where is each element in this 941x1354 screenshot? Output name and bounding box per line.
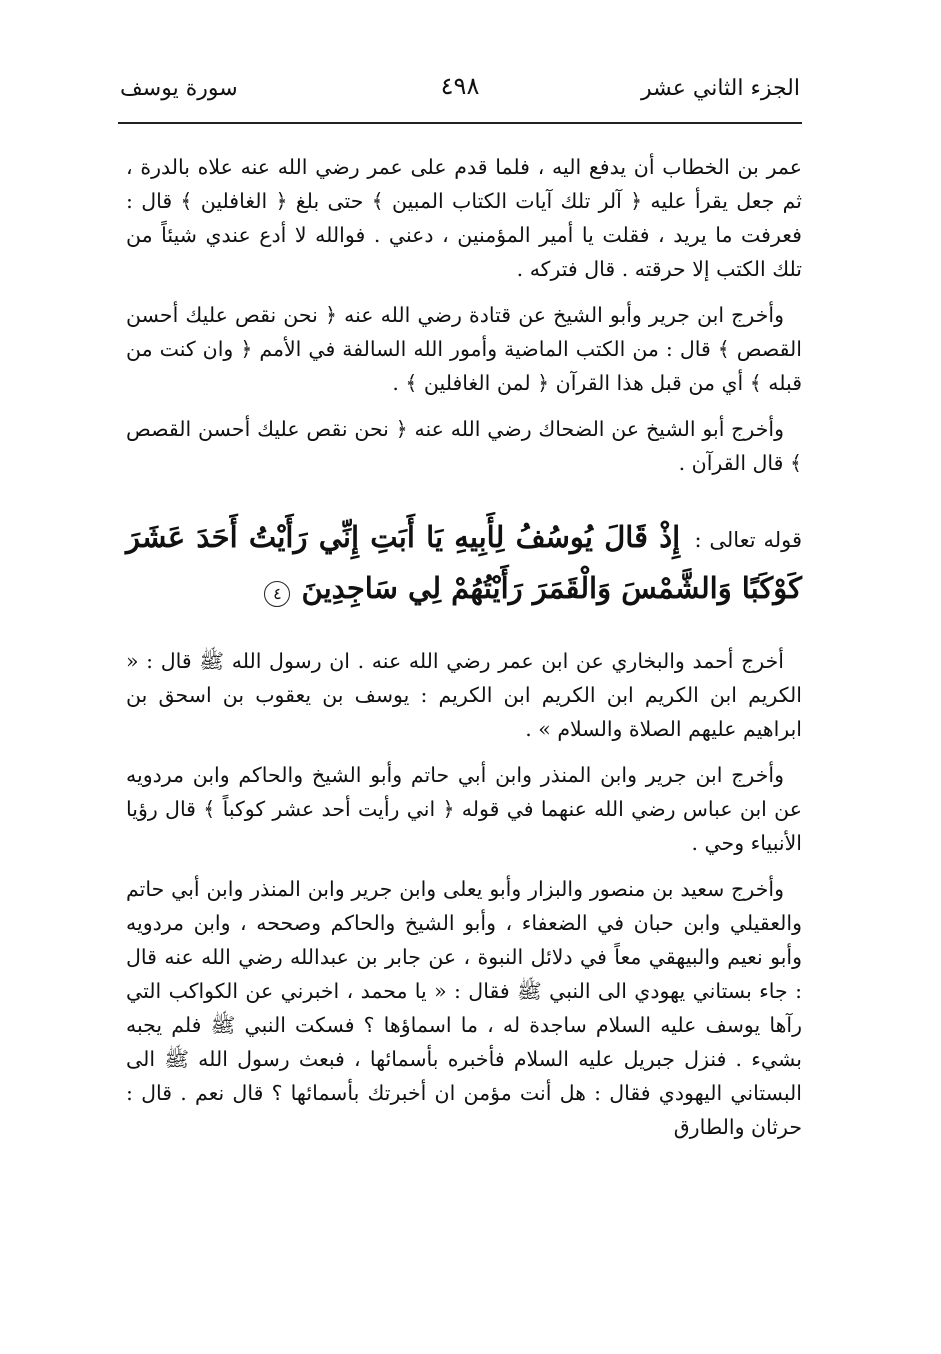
paragraph: وأخرج سعيد بن منصور والبزار وأبو يعلى وابن جرير وابن المنذر وابن أبي حاتم والعقيلي وابن حبان في الضعفاء ، وأبو الشيخ والحاكم وصححه ، وابن مردويه وأبو نعيم والبيهقي معاً في دلائل النبوة ، عن جابر بن عبدالله رضي الله عنه قال : جاء بستاني يهودي الى النبي ﷺ فقال : « يا محمد ، اخبرني عن الكواكب التي رآها يوسف عليه السلام ساجدة له ، ما اسماؤها ؟ فسكت النبي ﷺ فلم يجبه بشيء . فنزل جبريل عليه السلام فأخبره بأسمائها ، فبعث رسول الله ﷺ الى البستاني اليهودي فقال : هل أنت مؤمن ان أخبرتك بأسمائها ؟ قال نعم . قال : حرثان والطارق (126, 877, 802, 1139)
surah-label: سورة يوسف (120, 76, 238, 101)
verse-intro: قوله تعالى : (694, 528, 803, 552)
paragraph: وأخرج أبو الشيخ عن الضحاك رضي الله عنه ﴿ نحن نقص عليك أحسن القصص ﴾ قال القرآن . (126, 417, 802, 475)
paragraph: وأخرج ابن جرير وأبو الشيخ عن قتادة رضي الله عنه ﴿ نحن نقص عليك أحسن القصص ﴾ قال : من الكتب الماضية وأمور الله السالفة في الأمم ﴿ وان كنت من قبله ﴾ أي من قبل هذا القرآن ﴿ لمن الغافلين ﴾ . (126, 303, 802, 395)
verse-text: إِذْ قَالَ يُوسُفُ لِأَبِيهِ يَا أَبَتِ إِنِّي رَأَيْتُ أَحَدَ عَشَرَ كَوْكَبًا وَالشَّمْسَ وَالْقَمَرَ رَأَيْتُهُمْ لِي سَاجِدِينَ (126, 520, 802, 605)
verse-number-marker: ٤ (264, 581, 290, 607)
paragraph: وأخرج ابن جرير وابن المنذر وابن أبي حاتم وأبو الشيخ والحاكم وابن مردويه عن ابن عباس رضي الله عنهما في قوله ﴿ اني رأيت أحد عشر كوكباً ﴾ قال رؤيا الأنبياء وحي . (126, 763, 802, 855)
page-header (120, 68, 800, 114)
paragraph: أخرج أحمد والبخاري عن ابن عمر رضي الله عنه . ان رسول الله ﷺ قال : « الكريم ابن الكريم ابن الكريم ابن الكريم : يوسف بن يعقوب بن اسحق بن ابراهيم عليهم الصلاة والسلام » . (126, 649, 802, 741)
header-divider (118, 122, 802, 124)
volume-label: الجزء الثاني عشر (641, 76, 800, 101)
page-body (126, 150, 802, 1156)
paragraph: عمر بن الخطاب أن يدفع اليه ، فلما قدم على عمر رضي الله عنه علاه بالدرة ، ثم جعل يقرأ عليه ﴿ آلر تلك آيات الكتاب المبين ﴾ حتى بلغ ﴿ الغافلين ﴾ قال : فعرفت ما يريد ، فقلت يا أمير المؤمنين ، دعني . فوالله لا أدع عندي شيئاً من تلك الكتب إلا حرقته . قال فتركه . (126, 155, 802, 281)
page-number: ٤٩٨ (440, 72, 480, 100)
quran-verse (126, 514, 802, 616)
